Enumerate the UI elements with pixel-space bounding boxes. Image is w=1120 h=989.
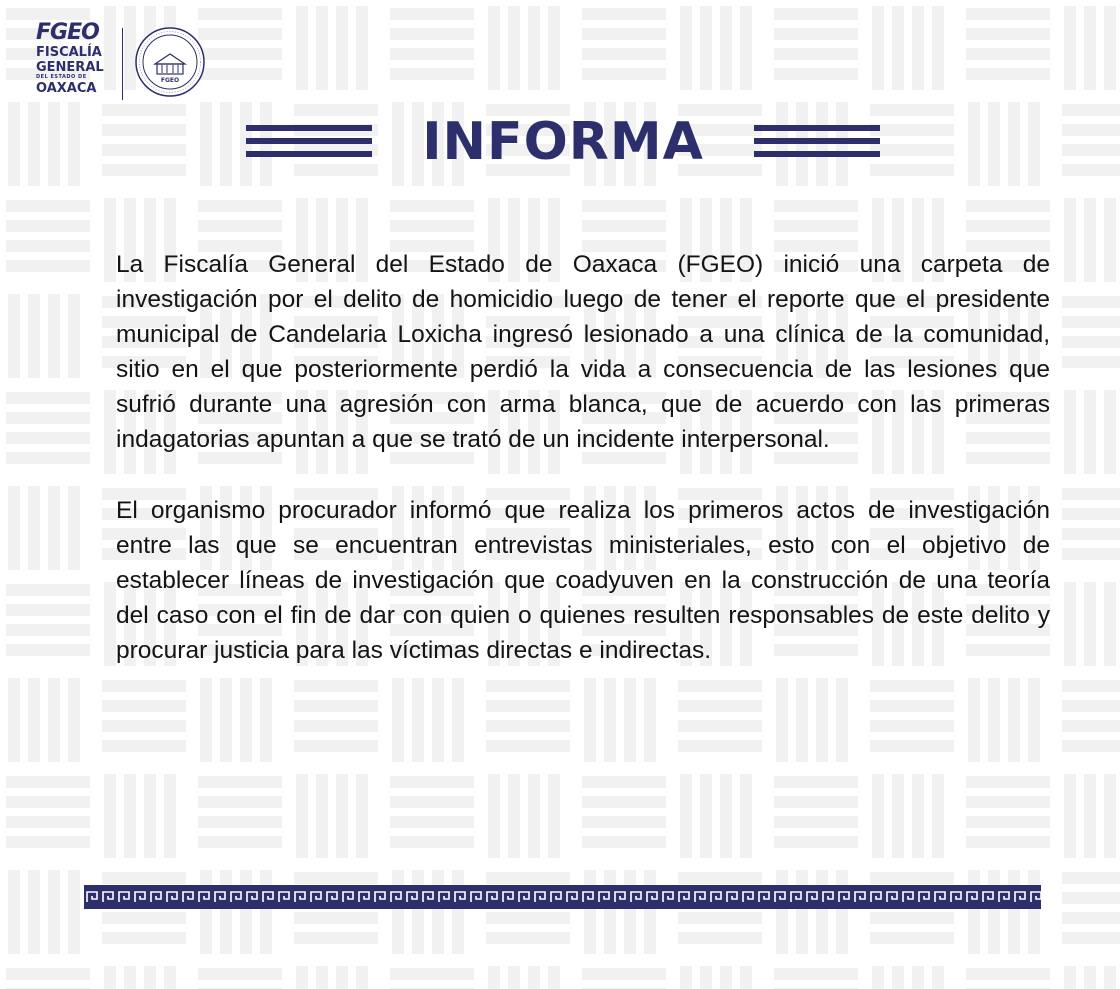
logo-divider: [122, 28, 123, 100]
paragraph-2: El organismo procurador informó que realiza los primeros actos de investigación entre las que se encuentran entrevistas ministeriales, esto con el objetivo de establecer líneas de investigación que coadyuven en la construcción de una teoría del caso con el fin de dar con quien o quienes resulten responsables de este delito y procurar justicia para las víctimas directas e indirectas.: [116, 497, 1050, 664]
logo-line-general: GENERAL: [36, 60, 104, 75]
logo-line-fiscalia: FISCALÍA: [36, 45, 102, 60]
paragraph-1: La Fiscalía General del Estado de Oaxaca (FGEO) inició una carpeta de investigación por el delito de homicidio luego de tener el reporte que el presidente municipal de Candelaria Loxicha ingresó lesionado a una clínica de la comunidad, sitio en el que posteriormente perdió la vida a consecuencia de las lesiones que sufrió durante una agresión con arma blanca, que de acuerdo con las primeras indagatorias apuntan a que se trató de un incidente interpersonal.: [116, 251, 1050, 453]
seal-icon: [134, 26, 206, 98]
seal-brand: FGEO: [160, 77, 180, 84]
page-title: INFORMA: [422, 112, 704, 172]
greca-border: [84, 885, 1041, 909]
title-banner: [246, 112, 880, 172]
fgeo-logo: [36, 22, 211, 102]
title-rule-left: [246, 125, 372, 159]
logo-line-del-estado: DEL ESTADO DE: [36, 74, 87, 80]
statement-body: [116, 247, 1050, 704]
logo-wordmark: [36, 22, 112, 95]
logo-line-oaxaca: OAXACA: [36, 81, 97, 96]
logo-brand: FGEO: [36, 20, 99, 45]
title-rule-right: [754, 125, 880, 159]
